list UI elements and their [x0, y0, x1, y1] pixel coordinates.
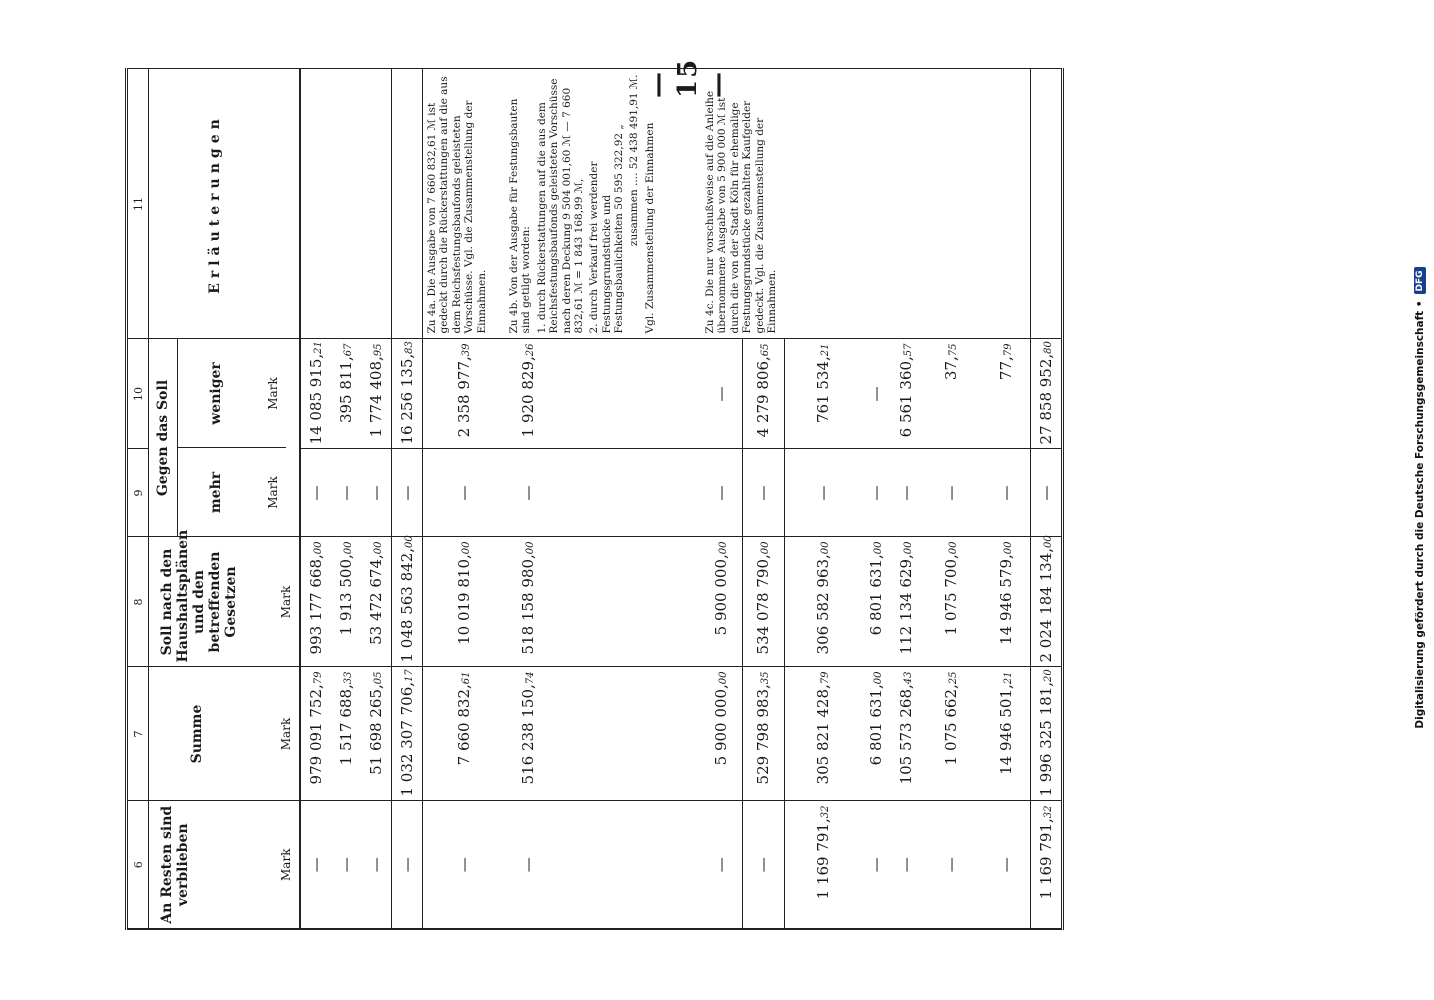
- cell-c6: —: [392, 801, 423, 929]
- cell-c6: —: [981, 801, 1031, 929]
- cell-c9: —: [981, 449, 1031, 537]
- cell-c10: 6 561 360,57: [891, 339, 921, 449]
- header-c10-unit: Mark: [266, 377, 280, 410]
- cell-c7: 51 698 265,05: [361, 667, 392, 801]
- cell-c6: —: [891, 801, 921, 929]
- cell-c6: —: [300, 801, 331, 929]
- cell-c10: 395 811,67: [331, 339, 361, 449]
- cell-c8: 1 048 563 842,00: [392, 537, 423, 667]
- table-row: [921, 69, 981, 929]
- cell-c10: 761 534,21: [784, 339, 861, 449]
- header-gegen: [149, 339, 301, 537]
- colnum-9: 9: [127, 449, 149, 537]
- cell-c7: 529 798 983,35: [742, 667, 784, 801]
- cell-c11: [331, 69, 361, 339]
- cell-c11: [300, 69, 331, 339]
- cell-c6: —: [361, 801, 392, 929]
- cell-c10: 14 085 915,21: [300, 339, 331, 449]
- cell-c9: —: [1031, 449, 1063, 537]
- cell-c7: 1 032 307 706,17: [392, 667, 423, 801]
- cell-c6: —: [505, 801, 701, 929]
- colnum-10: 10: [127, 339, 149, 449]
- header-c9-label: mehr: [208, 471, 224, 514]
- cell-c9: —: [742, 449, 784, 537]
- cell-c7: 1 996 325 181,20: [1031, 667, 1063, 801]
- cell-c7: 6 801 631,00: [861, 667, 891, 801]
- cell-c8: 518 158 980,00: [505, 537, 701, 667]
- header-c11: [149, 69, 301, 339]
- header-c7: [149, 667, 301, 801]
- header-c6-label: An Resten sind verblieben: [159, 805, 192, 924]
- header-c9-unit: Mark: [266, 476, 280, 509]
- header-c7-unit: Mark: [279, 717, 293, 751]
- cell-c11: [784, 69, 861, 339]
- cell-c6: 1 169 791,32: [784, 801, 861, 929]
- cell-c8: 1 075 700,00: [921, 537, 981, 667]
- header-c8-unit: Mark: [279, 585, 293, 619]
- table-row: [981, 69, 1031, 929]
- table-row: [423, 69, 506, 929]
- cell-c9: —: [300, 449, 331, 537]
- table-row: [701, 69, 742, 929]
- cell-c9: —: [861, 449, 891, 537]
- cell-c10: 2 358 977,39: [423, 339, 506, 449]
- table-row: [331, 69, 361, 929]
- cell-c6: 1 169 791,32: [1031, 801, 1063, 929]
- cell-c11: [921, 69, 981, 339]
- dfg-logo-icon: DFG: [1414, 267, 1426, 294]
- cell-c9: —: [361, 449, 392, 537]
- header-c11-label: Erläuterungen: [207, 114, 223, 294]
- header-c6: [149, 801, 301, 929]
- cell-c9: —: [331, 449, 361, 537]
- header-c10: [178, 340, 286, 448]
- cell-c8: 14 946 579,00: [981, 537, 1031, 667]
- table-row: [505, 69, 701, 929]
- cell-c6: —: [742, 801, 784, 929]
- ledger-table: [125, 69, 1064, 931]
- cell-c10: 4 279 806,65: [742, 339, 784, 449]
- cell-c10: 77,79: [981, 339, 1031, 449]
- header-c6-unit: Mark: [279, 848, 293, 881]
- cell-c11: [861, 69, 891, 339]
- cell-c7: 1 075 662,25: [921, 667, 981, 801]
- cell-c7: 5 900 000,00: [701, 667, 742, 801]
- cell-c7: 979 091 752,79: [300, 667, 331, 801]
- note-4c: Zu 4c. Die nur vorschußweise auf die Anleihe übernommene Ausgabe von 5 900 000 ℳ ist durch die von der Stadt Köln für ehemalige Festungsgrundstücke gezahlten Kaufgelder gedeckt. Vgl. die Zusammenstellung der Einnahmen.: [701, 69, 784, 339]
- cell-c9: —: [891, 449, 921, 537]
- digitization-footer: [1411, 8, 1429, 988]
- header-c9: [178, 448, 286, 537]
- header-c8-label: Soll nach den Haushaltsplänen und den betreffenden Gesetzen: [159, 529, 240, 663]
- cell-c10: —: [701, 339, 742, 449]
- cell-c7: 105 573 268,43: [891, 667, 921, 801]
- cell-c6: —: [861, 801, 891, 929]
- table-row: [891, 69, 921, 929]
- cell-c6: —: [921, 801, 981, 929]
- table-row: [784, 69, 861, 929]
- cell-c8: 534 078 790,00: [742, 537, 784, 667]
- cell-c9: —: [784, 449, 861, 537]
- table-row: [361, 69, 392, 929]
- header-c8: [149, 529, 301, 667]
- cell-c8: 5 900 000,00: [701, 537, 742, 667]
- cell-c8: 10 019 810,00: [423, 537, 506, 667]
- cell-c7: 1 517 688,33: [331, 667, 361, 801]
- cell-c6: —: [331, 801, 361, 929]
- cell-c6: —: [701, 801, 742, 929]
- cell-c6: —: [423, 801, 506, 929]
- cell-c10: 27 858 952,80: [1031, 339, 1063, 449]
- cell-c8: 53 472 674,00: [361, 537, 392, 667]
- footer-text: Digitalisierung gefördert durch die Deutsche Forschungsgemeinschaft •: [1414, 300, 1426, 729]
- cell-c7: 516 238 150,74: [505, 667, 701, 801]
- header-row: [149, 69, 301, 929]
- cell-c8: 993 177 668,00: [300, 537, 331, 667]
- note-4b: Zu 4b. Von der Ausgabe für Festungsbauten sind getilgt worden: 1. durch Rückerstattungen auf die aus dem Reichsfestungsbaufonds geleisteten Vorschüsse nach deren Deckung 9 504 001,60 ℳ — 7 660 832,61 ℳ = 1 843 168,99 ℳ, 2. durch Verkauf frei werdender Festungsgrundstücke und Festungsbaulichkeiten 50 595 322,92 „ zusammen .... 52 438 491,91 ℳ. Vgl. Zusammenstellung der Einnahmen: [505, 69, 701, 339]
- cell-c9: —: [392, 449, 423, 537]
- cell-c10: 37,75: [921, 339, 981, 449]
- cell-c11: [1031, 69, 1063, 339]
- column-number-row: [127, 69, 149, 929]
- cell-c11: [361, 69, 392, 339]
- cell-c11: [891, 69, 921, 339]
- cell-c11: [981, 69, 1031, 339]
- cell-c9: —: [921, 449, 981, 537]
- colnum-8: 8: [127, 537, 149, 667]
- subtotal-row: [392, 69, 423, 929]
- grand-total-row: [1031, 69, 1063, 929]
- cell-c10: 1 920 829,26: [505, 339, 701, 449]
- cell-c8: 6 801 631,00: [861, 537, 891, 667]
- cell-c11: [392, 69, 423, 339]
- header-c7-label: Summe: [189, 704, 205, 764]
- colnum-7: 7: [127, 667, 149, 801]
- cell-c9: —: [505, 449, 701, 537]
- cell-c8: 2 024 184 134,00: [1031, 537, 1063, 667]
- cell-c10: 1 774 408,95: [361, 339, 392, 449]
- cell-c7: 305 821 428,79: [784, 667, 861, 801]
- cell-c9: —: [423, 449, 506, 537]
- colnum-6: 6: [127, 801, 149, 929]
- cell-c8: 306 582 963,00: [784, 537, 861, 667]
- cell-c8: 112 134 629,00: [891, 537, 921, 667]
- colnum-11: 11: [127, 69, 149, 339]
- page-number: — 15 —: [643, 57, 733, 98]
- table-row: [300, 69, 331, 929]
- cell-c7: 7 660 832,61: [423, 667, 506, 801]
- cell-c7: 14 946 501,21: [981, 667, 1031, 801]
- cell-c9: —: [701, 449, 742, 537]
- header-gegen-label: Gegen das Soll: [149, 340, 178, 537]
- cell-c10: 16 256 135,83: [392, 339, 423, 449]
- note-4a: Zu 4a. Die Ausgabe von 7 660 832,61 ℳ ist gedeckt durch die Rückerstattungen auf die aus dem Reichsfestungsbaufonds geleisteten Vorschüsse. Vgl. die Zusammenstellung der Einnahmen.: [423, 69, 506, 339]
- cell-c10: —: [861, 339, 891, 449]
- table-row: [861, 69, 891, 929]
- header-c10-label: weniger: [208, 362, 224, 425]
- cell-c8: 1 913 500,00: [331, 537, 361, 667]
